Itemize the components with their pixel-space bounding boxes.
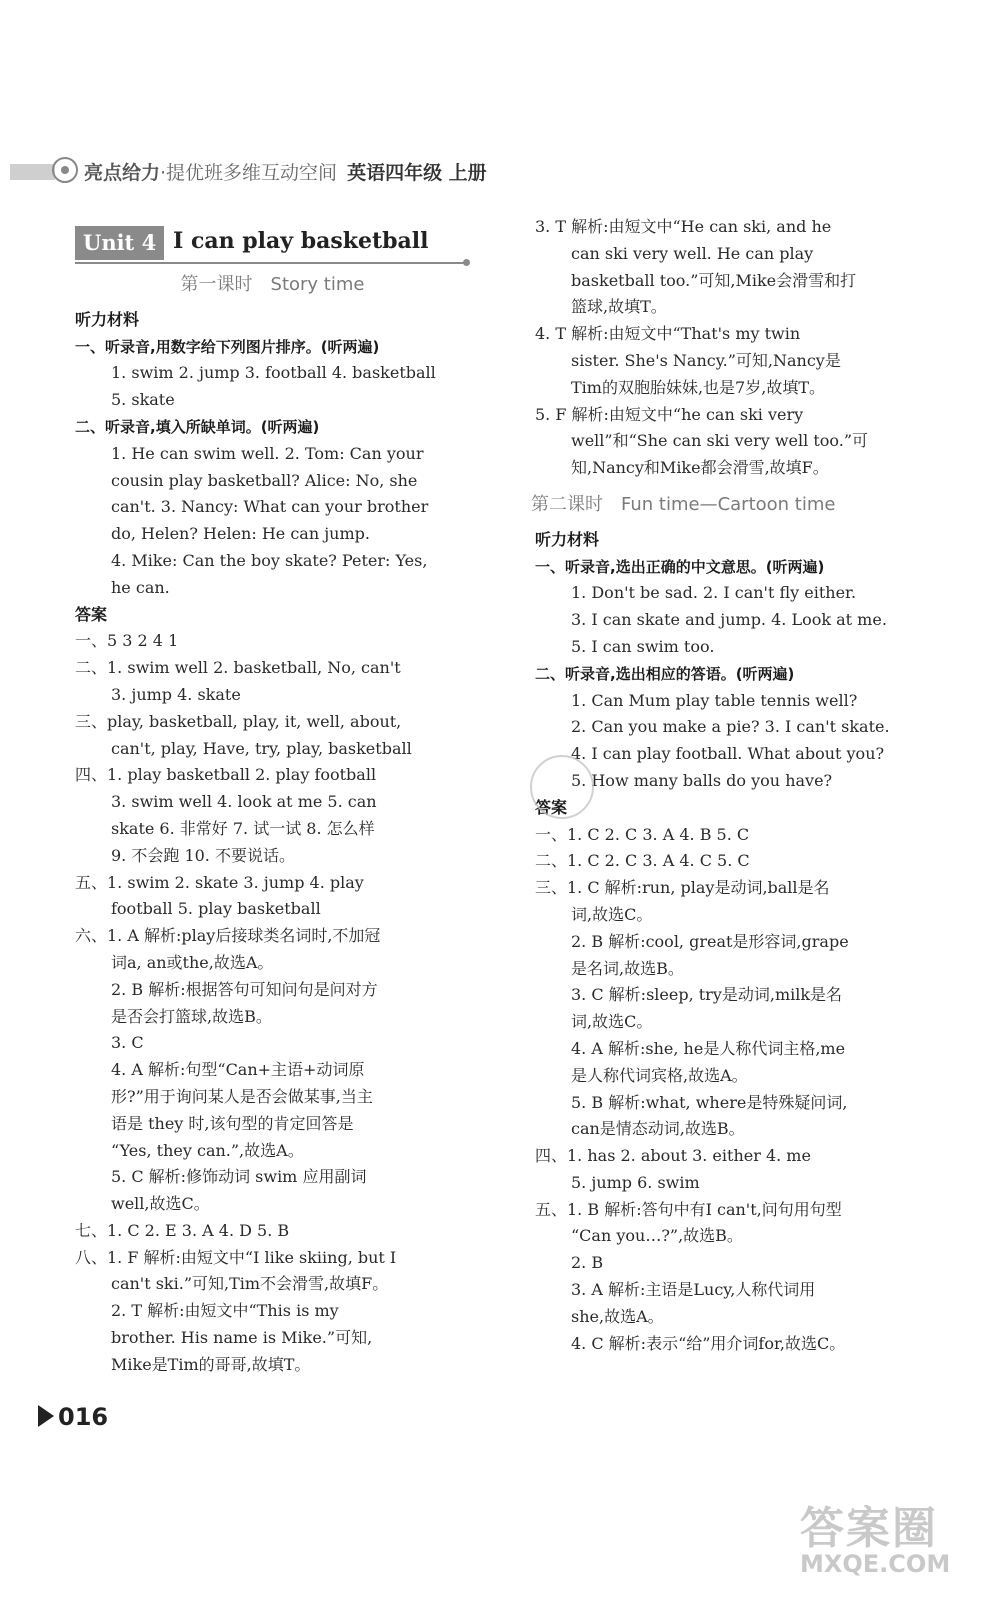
section-listening: 听力材料 [75, 309, 140, 329]
watermark-sub: MXQE.COM [800, 1550, 951, 1578]
answer-6-cont: 词a, an或the,故选A。 [111, 952, 274, 972]
q2-line: 5. How many balls do you have? [571, 770, 833, 790]
answer-6: 六、1. A 解析:play后接球类名词时,不加冠 [75, 926, 381, 946]
answer-4: 四、1. play basketball 2. play football [75, 765, 377, 785]
answer-4-cont: 3. swim well 4. look at me 5. can [111, 792, 377, 812]
answer-3: 三、1. C 解析:run, play是动词,ball是名 [535, 878, 830, 898]
q2-line: 4. Mike: Can the boy skate? Peter: Yes, [111, 550, 428, 570]
unit-name: I can play basketball [173, 228, 429, 254]
answer-5-cont: football 5. play basketball [111, 899, 321, 919]
answer-8-cont: brother. His name is Mike.”可知, [111, 1328, 373, 1348]
answer-2-cont: 3. jump 4. skate [111, 684, 241, 704]
answer-8: 八、1. F 解析:由短文中“I like skiing, but I [75, 1247, 397, 1267]
answer-8-3-cont: basketball too.”可知,Mike会滑雪和打 [571, 270, 857, 290]
page-header [0, 155, 1000, 191]
answer-6-cont: “Yes, they can.”,故选A。 [111, 1140, 304, 1160]
lesson-1-cn: 第一课时 [180, 274, 253, 295]
lesson-heading-2 [531, 492, 905, 519]
answer-6-cont: 3. C [111, 1033, 144, 1053]
question-1: 一、听录音,用数字给下列图片排序。(听两遍) [75, 337, 380, 356]
answer-8-5: 5. F 解析:由短文中“he can ski very [535, 404, 804, 424]
left-column [75, 222, 470, 1379]
answer-3-cont: can是情态动词,故选B。 [571, 1119, 745, 1139]
q1-items-2: 5. skate [111, 390, 175, 410]
header-title [84, 158, 487, 185]
answer-6-cont: well,故选C。 [111, 1194, 210, 1214]
answer-5-cont: she,故选A。 [571, 1306, 664, 1326]
answer-3-cont: can't, play, Have, try, play, basketball [111, 738, 412, 758]
answer-8-5-cont: 知,Nancy和Mike都会滑雪,故填F。 [571, 458, 829, 478]
answer-2: 二、1. swim well 2. basketball, No, can't [75, 658, 401, 678]
unit-badge: Unit 4 [75, 226, 164, 260]
answer-5-cont: “Can you…?”,故选B。 [571, 1226, 743, 1246]
answer-8-cont: Mike是Tim的哥哥,故填T。 [111, 1354, 311, 1374]
answer-3-cont: 2. B 解析:cool, great是形容词,grape [571, 931, 849, 951]
answer-6-cont: 是否会打篮球,故选B。 [111, 1006, 272, 1026]
q2-line: 1. Can Mum play table tennis well? [571, 690, 858, 710]
answer-3-cont: 词,故选C。 [571, 904, 653, 924]
header-series: ·提优班多维互动空间 [160, 162, 338, 184]
answer-8-cont: can't ski.”可知,Tim不会滑雪,故填F。 [111, 1274, 389, 1294]
q1-line: 5. I can swim too. [571, 636, 715, 656]
watermark-logo [800, 1492, 990, 1592]
section-answers-2: 答案 [535, 797, 568, 817]
lesson-2-en: Fun time—Cartoon time [621, 493, 836, 515]
header-brand: 亮点给力 [84, 162, 161, 184]
q2-line: 2. Can you make a pie? 3. I can't skate. [571, 717, 890, 737]
answer-3-cont: 词,故选C。 [571, 1012, 653, 1032]
answer-8-3-cont: 篮球,故填T。 [571, 297, 667, 317]
section-listening-2: 听力材料 [535, 529, 600, 549]
brand-logo-icon [52, 157, 78, 183]
question-2-lesson2: 二、听录音,选出相应的答语。(听两遍) [535, 664, 795, 683]
answer-5-cont: 3. A 解析:主语是Lucy,人称代词用 [571, 1280, 816, 1300]
answer-4: 四、1. has 2. about 3. either 4. me [535, 1146, 811, 1166]
answer-5-cont: 4. C 解析:表示“给”用介词for,故选C。 [571, 1333, 846, 1353]
q1-items: 1. swim 2. jump 3. football 4. basketball [111, 363, 436, 383]
answer-4-cont: 5. jump 6. swim [571, 1172, 700, 1192]
watermark-main: 答案圈 [800, 1503, 938, 1554]
answer-3-cont: 是名词,故选B。 [571, 958, 684, 978]
question-2: 二、听录音,填入所缺单词。(听两遍) [75, 417, 320, 436]
faded-stamp-icon [530, 755, 594, 819]
lesson-heading-1 [75, 272, 470, 299]
answer-1: 一、1. C 2. C 3. A 4. B 5. C [535, 824, 750, 844]
q2-line: 1. He can swim well. 2. Tom: Can your [111, 443, 424, 463]
answer-4-cont: skate 6. 非常好 7. 试一试 8. 怎么样 [111, 818, 375, 838]
answer-2: 二、1. C 2. C 3. A 4. C 5. C [535, 851, 750, 871]
q2-line: he can. [111, 577, 170, 597]
answer-6-cont: 语是 they 时,该句型的肯定回答是 [111, 1113, 354, 1133]
answer-3-cont: 是人称代词宾格,故选A。 [571, 1065, 748, 1085]
header-bar [10, 164, 55, 180]
lesson-2-cn: 第二课时 [531, 493, 603, 515]
answer-8-cont: 2. T 解析:由短文中“This is my [111, 1301, 339, 1321]
answer-5: 五、1. B 解析:答句中有I can't,问句用句型 [535, 1199, 842, 1219]
answer-8-3: 3. T 解析:由短文中“He can ski, and he [535, 217, 832, 236]
q1-line: 3. I can skate and jump. 4. Look at me. [571, 610, 887, 630]
answer-8-4-cont: Tim的双胞胎妹妹,也是7岁,故填T。 [571, 377, 825, 397]
answer-6-cont: 2. B 解析:根据答句可知问句是问对方 [111, 979, 378, 999]
answer-4-cont: 9. 不会跑 10. 不要说话。 [111, 845, 295, 865]
answer-7: 七、1. C 2. E 3. A 4. D 5. B [75, 1220, 290, 1240]
unit-underline-dot [463, 259, 470, 266]
answer-8-4-cont: sister. She's Nancy.”可知,Nancy是 [571, 350, 841, 370]
answer-3-cont: 5. B 解析:what, where是特殊疑问词, [571, 1092, 848, 1112]
q2-line: can't. 3. Nancy: What can your brother [111, 497, 429, 517]
q2-line: 4. I can play football. What about you? [571, 744, 885, 764]
answer-5: 五、1. swim 2. skate 3. jump 4. play [75, 872, 364, 892]
answer-1: 一、5 3 2 4 1 [75, 631, 179, 651]
q2-line: cousin play basketball? Alice: No, she [111, 470, 418, 490]
answer-6-cont: 4. A 解析:句型“Can+主语+动词原 [111, 1060, 365, 1080]
question-1-lesson2: 一、听录音,选出正确的中文意思。(听两遍) [535, 557, 825, 576]
header-subject: 英语四年级 上册 [347, 162, 487, 184]
section-answers: 答案 [75, 604, 108, 624]
answer-6-cont: 形?”用于询问某人是否会做某事,当主 [111, 1086, 373, 1106]
q2-line: do, Helen? Helen: He can jump. [111, 524, 370, 544]
q1-line: 1. Don't be sad. 2. I can't fly either. [571, 583, 857, 603]
answer-6-cont: 5. C 解析:修饰动词 swim 应用副词 [111, 1167, 367, 1187]
answer-8-5-cont: well”和“She can ski very well too.”可 [571, 431, 869, 451]
answer-5-cont: 2. B [571, 1253, 604, 1273]
answer-3-cont: 3. C 解析:sleep, try是动词,milk是名 [571, 985, 843, 1005]
answer-3: 三、play, basketball, play, it, well, about, [75, 711, 402, 731]
answer-8-4: 4. T 解析:由短文中“That's my twin [535, 324, 801, 344]
unit-title [75, 222, 470, 266]
unit-underline [75, 262, 468, 264]
page-number: 016 [38, 1403, 108, 1431]
answer-3-cont: 4. A 解析:she, he是人称代词主格,me [571, 1038, 846, 1058]
answer-8-3-cont: can ski very well. He can play [571, 243, 814, 263]
lesson-1-en: Story time [270, 274, 365, 295]
